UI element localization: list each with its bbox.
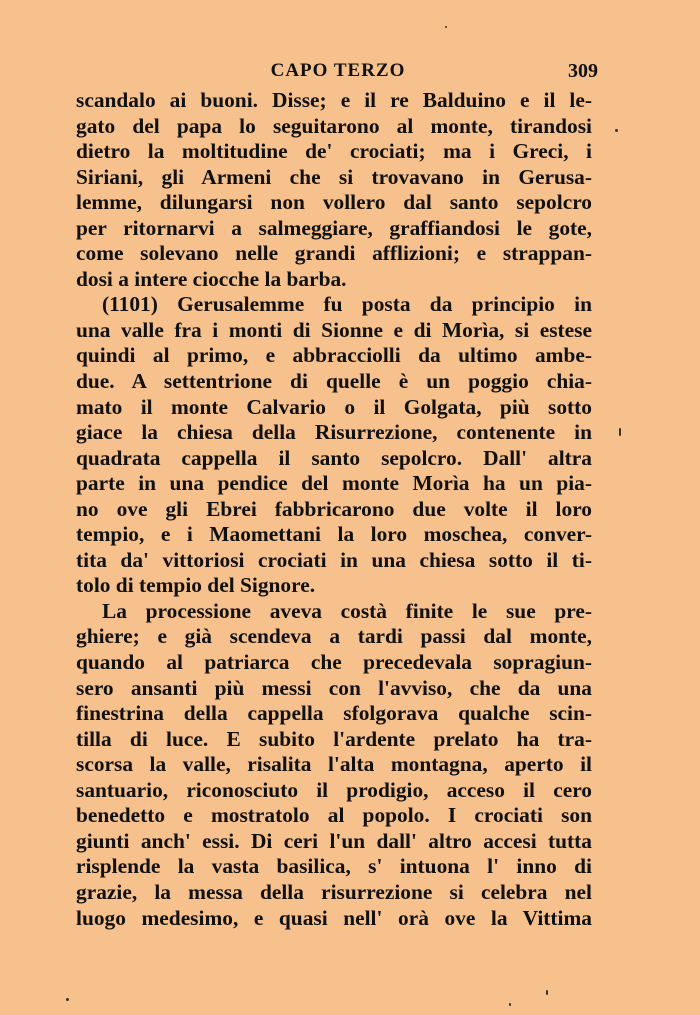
text-line: giunti anch' essi. Di ceri l'un dall' altro accesi tutta bbox=[76, 828, 592, 853]
text-line: due. A settentrione di quelle è un poggio chia- bbox=[76, 369, 592, 394]
text-line: mato il monte Calvario o il Golgata, più sotto bbox=[76, 394, 592, 419]
text-line: sero ansanti più messi con l'avviso, che da una bbox=[76, 675, 592, 700]
text-line: luogo medesimo, e quasi nell' orà ove la Vittima bbox=[76, 905, 592, 930]
print-speck bbox=[615, 129, 618, 132]
text-line: scorsa la valle, risalita l'alta montagna, aperto il bbox=[76, 752, 592, 777]
text-line: lemme, dilungarsi non vollero dal santo sepolcro bbox=[76, 190, 592, 215]
text-line: La processione aveva costà finite le sue pre- bbox=[102, 598, 592, 623]
text-line: tempio, e i Maomettani la loro moschea, conver- bbox=[76, 522, 592, 547]
page-header bbox=[78, 60, 598, 88]
text-line: no ove gli Ebrei fabbricarono due volte il loro bbox=[76, 496, 592, 521]
print-speck bbox=[445, 26, 447, 28]
print-speck bbox=[546, 990, 548, 995]
text-line: tita da' vittoriosi crociati in una chiesa sotto il ti- bbox=[76, 547, 592, 572]
text-line: giace la chiesa della Risurrezione, contenente in bbox=[76, 420, 592, 445]
text-line: quadrata cappella il santo sepolcro. Dall' altra bbox=[76, 445, 592, 470]
text-line: scandalo ai buoni. Disse; e il re Balduino e il le- bbox=[76, 88, 592, 112]
body-text bbox=[76, 88, 592, 931]
text-line: dietro la moltitudine de' crociati; ma i Greci, i bbox=[76, 139, 592, 164]
text-line: per ritornarvi a salmeggiare, graffiandosi le gote, bbox=[76, 215, 592, 240]
text-line: dosi a intere ciocche la barba. bbox=[76, 266, 347, 291]
print-speck bbox=[619, 428, 621, 436]
paragraph bbox=[76, 88, 592, 292]
text-line: parte in una pendice del monte Morìa ha un pia- bbox=[76, 471, 592, 496]
text-line: ghiere; e già scendeva a tardi passi dal monte, bbox=[76, 624, 592, 649]
text-line: finestrina della cappella sfolgorava qualche scin- bbox=[76, 701, 592, 726]
paragraph bbox=[76, 292, 592, 599]
text-line: quando al patriarca che precedevala sopragiun- bbox=[76, 650, 592, 675]
running-title: CAPO TERZO bbox=[270, 60, 406, 81]
text-line: benedetto e mostratolo al popolo. I crociati son bbox=[76, 803, 592, 828]
text-line: come solevano nelle grandi afflizioni; e strappan- bbox=[76, 241, 592, 266]
text-line: gato del papa lo seguitarono al monte, tirandosi bbox=[76, 113, 592, 138]
text-line: (1101) Gerusalemme fu posta da principio in bbox=[102, 292, 592, 317]
text-line: santuario, riconosciuto il prodigio, acceso il cero bbox=[76, 777, 592, 802]
paragraph bbox=[76, 599, 592, 931]
text-line: tilla di luce. E subito l'ardente prelato ha tra- bbox=[76, 726, 592, 751]
text-line: quindi al primo, e abbracciolli da ultimo ambe- bbox=[76, 343, 592, 368]
text-line: Siriani, gli Armeni che si trovavano in Gerusa- bbox=[76, 164, 592, 189]
text-line: risplende la vasta basilica, s' intuona l' inno di bbox=[76, 854, 592, 879]
text-line: grazie, la messa della risurrezione si celebra nel bbox=[76, 879, 592, 904]
text-line: tolo di tempio del Signore. bbox=[76, 573, 316, 598]
print-speck bbox=[66, 998, 69, 1001]
page-number: 309 bbox=[568, 60, 598, 82]
print-speck bbox=[509, 1003, 511, 1006]
text-line: una valle fra i monti di Sionne e di Morìa, si estese bbox=[76, 317, 592, 342]
